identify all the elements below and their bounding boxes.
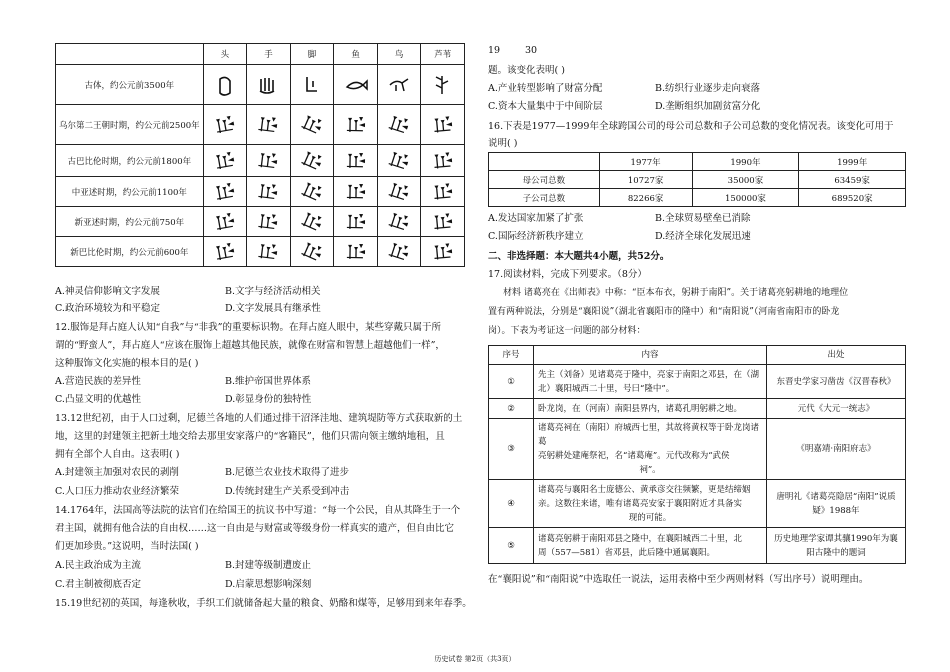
header-cell: 脚 bbox=[290, 44, 334, 65]
cuneiform-glyph-icon bbox=[212, 240, 238, 264]
cuneiform-glyph-icon bbox=[299, 113, 325, 137]
cuneiform-evolution-table bbox=[55, 43, 465, 267]
glyph-cell bbox=[247, 65, 291, 105]
section-heading: 二、非选择题：本大题共4小题，共52分。 bbox=[488, 251, 670, 262]
cuneiform-glyph-icon bbox=[343, 149, 369, 173]
q15-tail: 题。该变化表明( ) bbox=[488, 65, 565, 76]
q14-option-d: D.启蒙思想影响深刻 bbox=[225, 579, 312, 590]
q16-option-a: A.发达国家加紧了扩张 bbox=[488, 213, 584, 224]
cuneiform-glyph-icon bbox=[299, 210, 325, 234]
glyph-cell bbox=[290, 177, 334, 207]
cuneiform-glyph-icon bbox=[212, 113, 238, 137]
cuneiform-glyph-icon bbox=[212, 210, 238, 234]
cuneiform-glyph-icon bbox=[299, 149, 325, 173]
content-line: 祠”。 bbox=[639, 465, 661, 475]
period-label: 新亚述时期，约公元前750年 bbox=[56, 207, 204, 237]
q13-text: 13.12世纪初，由于人口过剩，尼德兰各地的人们通过排干沼泽洼地、建筑堤防等方式获取新的土 bbox=[55, 413, 463, 424]
period-label: 中亚述时期，约公元前1100年 bbox=[56, 177, 204, 207]
glyph-cell bbox=[247, 145, 291, 177]
q12-option-d: D.彰显身份的独特性 bbox=[225, 394, 312, 405]
q15-option-a: A.产业转型影响了财富分配 bbox=[488, 83, 603, 94]
cuneiform-glyph-icon bbox=[343, 210, 369, 234]
source-line: 阳古隆中的题词 bbox=[806, 547, 866, 558]
glyph-cell bbox=[377, 105, 421, 145]
source-cell bbox=[767, 480, 906, 528]
page-footer: 历史试卷 第2页（共3页） bbox=[434, 655, 516, 663]
cuneiform-glyph-icon bbox=[255, 180, 281, 204]
q16-text: 16.下表是1977—1999年全球跨国公司的母公司总数和子公司总数的变化情况表。该变化可用于 bbox=[488, 121, 894, 132]
cuneiform-glyph-icon bbox=[255, 73, 281, 97]
table-row bbox=[489, 365, 906, 399]
year-header: 1999年 bbox=[799, 153, 906, 171]
table-corner bbox=[56, 44, 204, 65]
glyph-cell bbox=[334, 65, 378, 105]
cuneiform-glyph-icon bbox=[343, 113, 369, 137]
q17-material: 岗）。下表为考证这一问题的部分材料： bbox=[488, 326, 646, 336]
header-cell: 出处 bbox=[767, 346, 906, 365]
period-label: 古巴比伦时期，约公元前1800年 bbox=[56, 145, 204, 177]
q17-material: 置有两种说法，分别是“襄阳说”（湖北省襄阳市的隆中）和“南阳说”（河南省南阳市的卧龙 bbox=[488, 307, 840, 317]
glyph-cell bbox=[421, 65, 465, 105]
row-number: ④ bbox=[489, 480, 534, 528]
q15-text: 15.19世纪初的英国，每逢秋收，手织工们就储备起大量的粮食、奶酪和煤等，足够用到来年春季。 bbox=[55, 598, 472, 609]
cuneiform-glyph-icon bbox=[430, 210, 456, 234]
glyph-row bbox=[56, 145, 465, 177]
period-label: 乌尔第二王朝时期，约公元前2500年 bbox=[56, 105, 204, 145]
table-cell: 63459家 bbox=[799, 171, 906, 189]
cuneiform-glyph-icon bbox=[343, 73, 369, 97]
q16-option-d: D.经济全球化发展迅速 bbox=[655, 231, 751, 242]
table-row bbox=[489, 480, 906, 528]
q13-option-b: B.尼德兰农业技术取得了进步 bbox=[225, 467, 350, 478]
header-cell: 鱼 bbox=[334, 44, 378, 65]
glyph-cell bbox=[377, 237, 421, 267]
continued-number: 30 bbox=[525, 45, 538, 56]
q17-table bbox=[488, 345, 906, 564]
table-corner bbox=[489, 153, 600, 171]
q13-text: 地，这里的封建领主把新土地交给去那里安家落户的“客籍民”，他们只需向领主缴纳地租，且 bbox=[55, 431, 445, 442]
cuneiform-glyph-icon bbox=[386, 73, 412, 97]
q11-option-b: B.文字与经济活动相关 bbox=[225, 286, 321, 297]
q14-option-b: B.封建等级制遭废止 bbox=[225, 560, 312, 571]
cuneiform-glyph-icon bbox=[255, 210, 281, 234]
glyph-cell bbox=[334, 145, 378, 177]
q16-option-c: C.国际经济新秩序建立 bbox=[488, 231, 584, 242]
content-line: 北）襄阳城西二十里，号曰“隆中”。 bbox=[538, 383, 675, 394]
q16-table bbox=[488, 152, 906, 207]
q12-text: 谓的“野蛮人”，拜占庭人“应该在服饰上超越其他民族，就像在财富和智慧上超越他们一样”， bbox=[55, 340, 445, 351]
cuneiform-glyph-icon bbox=[343, 180, 369, 204]
glyph-cell bbox=[247, 177, 291, 207]
header-cell: 手 bbox=[247, 44, 291, 65]
glyph-cell bbox=[334, 237, 378, 267]
cuneiform-glyph-icon bbox=[343, 240, 369, 264]
q16-text: 说明( ) bbox=[488, 138, 518, 149]
q17-task: 在“襄阳说”和“南阳说”中选取任一说法，运用表格中至少两则材料（写出序号）说明理由。 bbox=[488, 574, 869, 585]
glyph-cell bbox=[203, 65, 247, 105]
glyph-row bbox=[56, 207, 465, 237]
cuneiform-glyph-icon bbox=[430, 240, 456, 264]
table-cell: 35000家 bbox=[692, 171, 799, 189]
q13-option-c: C.人口压力推动农业经济繁荣 bbox=[55, 486, 179, 497]
cuneiform-glyph-icon bbox=[430, 149, 456, 173]
content-cell bbox=[534, 528, 767, 564]
q12-text: 这种服饰文化实施的根本目的是( ) bbox=[55, 358, 199, 369]
glyph-cell bbox=[334, 207, 378, 237]
content-line: 现的可能。 bbox=[628, 512, 672, 523]
glyph-cell bbox=[377, 145, 421, 177]
glyph-cell bbox=[377, 65, 421, 105]
content-line: 诸葛亮躬耕于南阳邓县之隆中，在襄阳城西二十里，北 bbox=[538, 533, 743, 544]
content-line: 亮躬耕处建庵祭祀，名“诸葛庵”。元代改称为“武侯 bbox=[538, 451, 730, 461]
q13-option-a: A.封建领主加强对农民的剥削 bbox=[55, 467, 179, 478]
source-line: 《明嘉靖·南阳府志》 bbox=[796, 444, 876, 454]
glyph-cell bbox=[421, 207, 465, 237]
content-cell bbox=[534, 399, 767, 419]
header-cell: 内容 bbox=[534, 346, 767, 365]
cuneiform-glyph-icon bbox=[299, 180, 325, 204]
glyph-row bbox=[56, 237, 465, 267]
glyph-cell bbox=[290, 105, 334, 145]
q12-option-a: A.营造民族的差异性 bbox=[55, 376, 141, 387]
continued-number: 19 bbox=[488, 45, 501, 56]
source-line: 唐明礼《诸葛亮隐居“南阳”说质 bbox=[776, 491, 896, 502]
cuneiform-glyph-icon bbox=[255, 113, 281, 137]
row-number: ① bbox=[489, 365, 534, 399]
cuneiform-glyph-icon bbox=[255, 149, 281, 173]
cuneiform-glyph-icon bbox=[212, 180, 238, 204]
glyph-cell bbox=[247, 207, 291, 237]
glyph-cell bbox=[377, 207, 421, 237]
q14-text: 君主国，就拥有他合法的自由权……这一自由是与财富或等级身份一样真实的遗产，但自由比它 bbox=[55, 523, 455, 534]
row-number: ⑤ bbox=[489, 528, 534, 564]
q13-text: 拥有全部个人自由。这表明( ) bbox=[55, 449, 180, 460]
table-row bbox=[489, 419, 906, 480]
q15-option-d: D.垄断组织加剧贫富分化 bbox=[655, 101, 761, 112]
glyph-cell bbox=[203, 237, 247, 267]
table-cell: 82266家 bbox=[599, 189, 692, 207]
glyph-cell bbox=[334, 177, 378, 207]
content-line: 诸葛亮与襄阳名士庞德公、黄承彦交往频繁，更是结缔姻 bbox=[538, 484, 751, 495]
cuneiform-glyph-icon bbox=[386, 240, 412, 264]
glyph-cell bbox=[421, 177, 465, 207]
source-line: 东晋史学家习凿齿《汉晋春秋》 bbox=[776, 376, 896, 387]
content-line: 诸葛亮祠在（南阳）府城西七里，其故将黄权等于卧龙岗诸葛 bbox=[538, 423, 760, 447]
row-label: 母公司总数 bbox=[489, 171, 600, 189]
q13-option-d: D.传统封建生产关系受到冲击 bbox=[225, 486, 350, 497]
cuneiform-glyph-icon bbox=[386, 210, 412, 234]
glyph-cell bbox=[290, 237, 334, 267]
glyph-cell bbox=[290, 207, 334, 237]
header-cell: 鸟 bbox=[377, 44, 421, 65]
q12-option-b: B.维护帝国世界体系 bbox=[225, 376, 312, 387]
content-line: 卧龙岗，在（河南）南阳县界内，诸葛孔明躬耕之地。 bbox=[538, 403, 743, 414]
cuneiform-glyph-icon bbox=[430, 180, 456, 204]
q11-option-a: A.神灵信仰影响文字发展 bbox=[55, 286, 160, 297]
content-line: 亲。这数往来诸，唯有诸葛亮安家于襄阳附近才具备实 bbox=[538, 498, 743, 509]
table-cell: 150000家 bbox=[692, 189, 799, 207]
source-line: 历史地理学家谭其骧1990年为襄 bbox=[774, 533, 898, 544]
year-header: 1990年 bbox=[692, 153, 799, 171]
cuneiform-glyph-icon bbox=[386, 113, 412, 137]
cuneiform-glyph-icon bbox=[430, 113, 456, 137]
glyph-cell bbox=[290, 65, 334, 105]
header-cell: 序号 bbox=[489, 346, 534, 365]
content-cell bbox=[534, 365, 767, 399]
cuneiform-glyph-icon bbox=[212, 73, 238, 97]
cuneiform-glyph-icon bbox=[299, 240, 325, 264]
glyph-cell bbox=[421, 105, 465, 145]
cuneiform-glyph-icon bbox=[299, 73, 325, 97]
cuneiform-glyph-icon bbox=[386, 180, 412, 204]
source-cell bbox=[767, 365, 906, 399]
glyph-cell bbox=[421, 237, 465, 267]
table-cell: 10727家 bbox=[599, 171, 692, 189]
row-label: 子公司总数 bbox=[489, 189, 600, 207]
q11-option-d: D.文字发展具有继承性 bbox=[225, 303, 321, 314]
q17-heading: 17.阅读材料，完成下列要求。（8分） bbox=[488, 269, 647, 280]
q15-option-b: B.纺织行业逐步走向衰落 bbox=[655, 83, 761, 94]
q17-material: 材料 诸葛亮在《出师表》中称：“臣本布衣，躬耕于南阳”。关于诸葛亮躬耕地的地理位 bbox=[503, 288, 849, 298]
glyph-cell bbox=[290, 145, 334, 177]
q15-option-c: C.资本大量集中于中间阶层 bbox=[488, 101, 603, 112]
content-line: 周（557—581）省邓县，此后隆中通属襄阳。 bbox=[538, 547, 715, 558]
source-cell bbox=[767, 419, 906, 480]
cuneiform-glyph-icon bbox=[212, 149, 238, 173]
source-cell bbox=[767, 399, 906, 419]
table-row bbox=[489, 528, 906, 564]
q14-text: 14.1764年，法国高等法院的法官们在给国王的抗议书中写道：“每一个公民，自从其降生于一个 bbox=[55, 505, 461, 516]
table-cell: 689520家 bbox=[799, 189, 906, 207]
period-label: 新巴比伦时期，约公元前600年 bbox=[56, 237, 204, 267]
header-cell: 头 bbox=[203, 44, 247, 65]
content-cell bbox=[534, 480, 767, 528]
cuneiform-glyph-icon bbox=[386, 149, 412, 173]
content-cell bbox=[534, 419, 767, 480]
glyph-cell bbox=[247, 105, 291, 145]
row-number: ③ bbox=[489, 419, 534, 480]
q14-option-a: A.民主政治成为主流 bbox=[55, 560, 141, 571]
glyph-cell bbox=[203, 105, 247, 145]
q12-text: 12.服饰是拜占庭人认知“自我”与“非我”的重要标识物。在拜占庭人眼中，某些穿戴只属于所 bbox=[55, 322, 442, 333]
q11-option-c: C.政治环境较为和平稳定 bbox=[55, 303, 160, 314]
year-header: 1977年 bbox=[599, 153, 692, 171]
content-line: 先主（刘备）见诸葛亮于隆中，亮家于南阳之邓县，在（湖 bbox=[538, 369, 760, 380]
source-line: 疑》1988年 bbox=[812, 505, 860, 516]
header-cell: 芦苇 bbox=[421, 44, 465, 65]
glyph-row bbox=[56, 177, 465, 207]
period-label: 古体，约公元前3500年 bbox=[56, 65, 204, 105]
glyph-cell bbox=[421, 145, 465, 177]
cuneiform-glyph-icon bbox=[255, 240, 281, 264]
q12-option-c: C.凸显文明的优越性 bbox=[55, 394, 141, 405]
glyph-row bbox=[56, 65, 465, 105]
q14-option-c: C.君主制被彻底否定 bbox=[55, 579, 141, 590]
table-row bbox=[489, 399, 906, 419]
q16-option-b: B.全球贸易壁垒已消除 bbox=[655, 213, 751, 224]
source-line: 元代《大元一统志》 bbox=[797, 403, 875, 414]
glyph-cell bbox=[203, 145, 247, 177]
glyph-cell bbox=[203, 177, 247, 207]
cuneiform-glyph-icon bbox=[430, 73, 456, 97]
glyph-cell bbox=[377, 177, 421, 207]
glyph-row bbox=[56, 105, 465, 145]
source-cell bbox=[767, 528, 906, 564]
glyph-cell bbox=[334, 105, 378, 145]
glyph-cell bbox=[203, 207, 247, 237]
row-number: ② bbox=[489, 399, 534, 419]
q14-text: 们更加珍贵。”这说明，当时法国( ) bbox=[55, 541, 199, 552]
glyph-cell bbox=[247, 237, 291, 267]
